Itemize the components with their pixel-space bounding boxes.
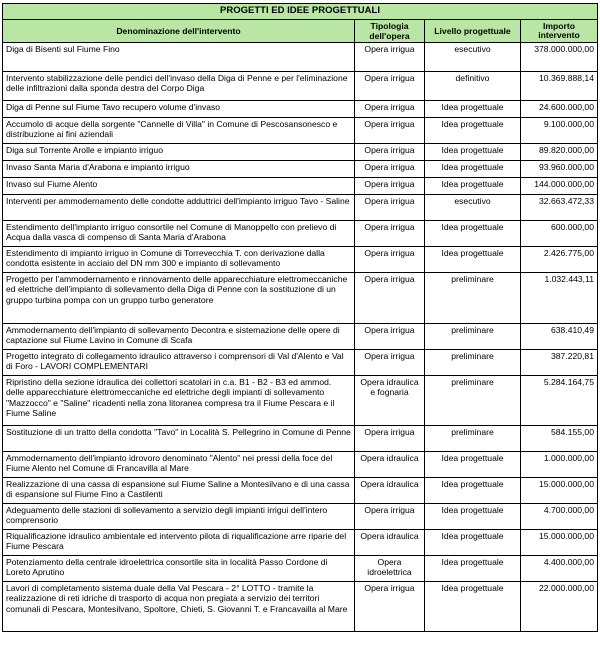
cell-livello: Idea progettuale	[425, 118, 521, 144]
cell-denominazione: Estendimento di impianto irriguo in Comune di Torrevecchia T. con derivazione dalla condotta esistente in acciaio del DN mm 300 e impianto di sollevamento	[3, 247, 355, 273]
cell-livello: Idea progettuale	[425, 101, 521, 118]
cell-tipologia: Opera irrigua	[355, 582, 425, 632]
cell-denominazione: Adeguamento delle stazioni di sollevamento a servizio degli impianti irrigui dell'intero comprensorio	[3, 504, 355, 530]
table-row	[3, 118, 598, 144]
cell-tipologia: Opera irrigua	[355, 101, 425, 118]
table-row	[3, 43, 598, 72]
table-row	[3, 221, 598, 247]
cell-importo: 4.400.000,00	[521, 556, 598, 582]
cell-importo: 600.000,00	[521, 221, 598, 247]
cell-tipologia: Opera irrigua	[355, 350, 425, 376]
cell-tipologia: Opera irrigua	[355, 221, 425, 247]
cell-denominazione: Estendimento dell'impianto irriguo consortile nel Comune di Manoppello con prelievo di Acqua dalla vasca di compenso di Santa Maria d'Arabona	[3, 221, 355, 247]
cell-tipologia: Opera irrigua	[355, 273, 425, 324]
cell-livello: Idea progettuale	[425, 452, 521, 478]
cell-livello: preliminare	[425, 426, 521, 452]
cell-denominazione: Ripristino della sezione idraulica dei collettori scatolari in c.a. B1 - B2 - B3 ed ammod. delle apparecchiature elettromeccaniche ed elettriche degli impianti di sollevamento "Mazzocco" e "Saline" ricadenti nella zona litoranea compresa tra il Fiume Pescara e il Fiume Saline	[3, 376, 355, 426]
cell-importo: 32.663.472,33	[521, 195, 598, 221]
cell-livello: Idea progettuale	[425, 221, 521, 247]
table-body	[3, 43, 598, 632]
cell-importo: 387.220,81	[521, 350, 598, 376]
cell-importo: 5.284.164,75	[521, 376, 598, 426]
cell-importo: 638.410,49	[521, 324, 598, 350]
cell-denominazione: Diga di Penne sul Fiume Tavo recupero volume d'invaso	[3, 101, 355, 118]
header-importo: Importo intervento	[521, 20, 598, 43]
cell-tipologia: Opera idraulica e fognaria	[355, 376, 425, 426]
cell-tipologia: Opera irrigua	[355, 161, 425, 178]
cell-denominazione: Potenziamento della centrale idroelettrica consortile sita in località Passo Cordone di Loreto Aprutino	[3, 556, 355, 582]
cell-tipologia: Opera irrigua	[355, 118, 425, 144]
cell-denominazione: Lavori di completamento sistema duale della Val Pescara - 2° LOTTO - tramite la realizzazione di reti idriche di trasporto di acqua non pregiata a servizio dei territori comunali di Pescara, Montesilvano, Spoltore, Chieti, S. Giovanni T. e Francavailla al Mare	[3, 582, 355, 632]
cell-denominazione: Sostituzione di un tratto della condotta "Tavo" in Località S. Pellegrino in Comune di Penne	[3, 426, 355, 452]
table-header-row	[3, 20, 598, 43]
table-row	[3, 144, 598, 161]
table-row	[3, 161, 598, 178]
cell-tipologia: Opera irrigua	[355, 426, 425, 452]
cell-livello: preliminare	[425, 376, 521, 426]
table-title-row	[3, 4, 598, 20]
table-row	[3, 324, 598, 350]
cell-livello: preliminare	[425, 350, 521, 376]
table-row	[3, 195, 598, 221]
cell-importo: 144.000.000,00	[521, 178, 598, 195]
table-row	[3, 101, 598, 118]
cell-denominazione: Realizzazione di una cassa di espansione sul Fiume Saline a Montesilvano e di una cassa di espansione sul Fiume Fino a Castilenti	[3, 478, 355, 504]
table-row	[3, 247, 598, 273]
cell-tipologia: Opera irrigua	[355, 178, 425, 195]
cell-importo: 1.032.443,11	[521, 273, 598, 324]
cell-tipologia: Opera irrigua	[355, 43, 425, 72]
projects-table	[2, 3, 598, 632]
header-denominazione: Denominazione dell'intervento	[3, 20, 355, 43]
cell-denominazione: Intervento stabilizzazione delle pendici dell'invaso della Diga di Penne e per l'eliminazione delle infiltrazioni dalla sponda destra del Corpo Diga	[3, 72, 355, 101]
cell-denominazione: Diga di Bisenti sul Fiume Fino	[3, 43, 355, 72]
table-row	[3, 530, 598, 556]
cell-tipologia: Opera idroelettrica	[355, 556, 425, 582]
cell-livello: preliminare	[425, 273, 521, 324]
cell-livello: Idea progettuale	[425, 161, 521, 178]
cell-tipologia: Opera irrigua	[355, 247, 425, 273]
table-row	[3, 72, 598, 101]
cell-denominazione: Invaso Santa Maria d'Arabona e impianto irriguo	[3, 161, 355, 178]
cell-tipologia: Opera irrigua	[355, 324, 425, 350]
cell-tipologia: Opera irrigua	[355, 504, 425, 530]
cell-importo: 22.000.000,00	[521, 582, 598, 632]
cell-tipologia: Opera irrigua	[355, 195, 425, 221]
cell-denominazione: Riqualificazione idraulico ambientale ed intervento pilota di riqualificazione arre riparie del Fiume Pescara	[3, 530, 355, 556]
cell-tipologia: Opera idraulica	[355, 452, 425, 478]
cell-tipologia: Opera irrigua	[355, 144, 425, 161]
cell-denominazione: Progetto per l'ammodernamento e rinnovamento delle apparecchiature elettromeccaniche ed elettriche dell'impianto di sollevamento della Diga di Penne con la sostituzione di un gruppo turbina pompa con un gruppo turbo generatore	[3, 273, 355, 324]
table-row	[3, 504, 598, 530]
table-row	[3, 178, 598, 195]
cell-livello: Idea progettuale	[425, 582, 521, 632]
cell-tipologia: Opera irrigua	[355, 72, 425, 101]
table-title: PROGETTI ED IDEE PROGETTUALI	[3, 4, 598, 20]
table-row	[3, 478, 598, 504]
cell-livello: Idea progettuale	[425, 144, 521, 161]
cell-denominazione: Progetto integrato di collegamento idraulico attraverso i comprensori di Val d'Alento e Val di Foro - LAVORI COMPLEMENTARI	[3, 350, 355, 376]
table-row	[3, 376, 598, 426]
cell-denominazione: Accumolo di acque della sorgente "Cannelle di Villa" in Comune di Pescosansonesco e distribuzione ai fini aziendali	[3, 118, 355, 144]
table-row	[3, 426, 598, 452]
cell-livello: Idea progettuale	[425, 504, 521, 530]
cell-tipologia: Opera idraulica	[355, 478, 425, 504]
cell-denominazione: Diga sul Torrente Arolle e impianto irriguo	[3, 144, 355, 161]
cell-denominazione: Interventi per ammodernamento delle condotte adduttrici dell'impianto irriguo Tavo - Saline	[3, 195, 355, 221]
cell-denominazione: Ammodernamento dell'impianto idrovoro denominato "Alento" nei pressi della foce del Fiume Alento nel Comune di Francavilla al Mare	[3, 452, 355, 478]
table-row	[3, 350, 598, 376]
cell-importo: 378.000.000,00	[521, 43, 598, 72]
table-row	[3, 556, 598, 582]
cell-livello: Idea progettuale	[425, 247, 521, 273]
header-livello: Livello progettuale	[425, 20, 521, 43]
cell-livello: Idea progettuale	[425, 530, 521, 556]
cell-livello: Idea progettuale	[425, 556, 521, 582]
cell-livello: Idea progettuale	[425, 478, 521, 504]
cell-importo: 10.369.888,14	[521, 72, 598, 101]
cell-importo: 584.155,00	[521, 426, 598, 452]
cell-denominazione: Invaso sul Fiume Alento	[3, 178, 355, 195]
header-tipologia: Tipologia dell'opera	[355, 20, 425, 43]
cell-importo: 15.000.000,00	[521, 478, 598, 504]
table-row	[3, 452, 598, 478]
cell-livello: esecutivo	[425, 195, 521, 221]
table-row	[3, 582, 598, 632]
cell-importo: 89.820.000,00	[521, 144, 598, 161]
cell-importo: 4.700.000,00	[521, 504, 598, 530]
cell-livello: esecutivo	[425, 43, 521, 72]
cell-importo: 9.100.000,00	[521, 118, 598, 144]
table-row	[3, 273, 598, 324]
cell-livello: preliminare	[425, 324, 521, 350]
cell-importo: 93.960.000,00	[521, 161, 598, 178]
cell-livello: definitivo	[425, 72, 521, 101]
cell-importo: 24.600.000,00	[521, 101, 598, 118]
cell-importo: 2.426.775,00	[521, 247, 598, 273]
cell-denominazione: Ammodernamento dell'impianto di sollevamento Decontra e sistemazione delle opere di captazione sul Fiume Lavino in Comune di Scafa	[3, 324, 355, 350]
cell-livello: Idea progettuale	[425, 178, 521, 195]
cell-importo: 1.000.000,00	[521, 452, 598, 478]
cell-tipologia: Opera idraulica	[355, 530, 425, 556]
cell-importo: 15.000.000,00	[521, 530, 598, 556]
